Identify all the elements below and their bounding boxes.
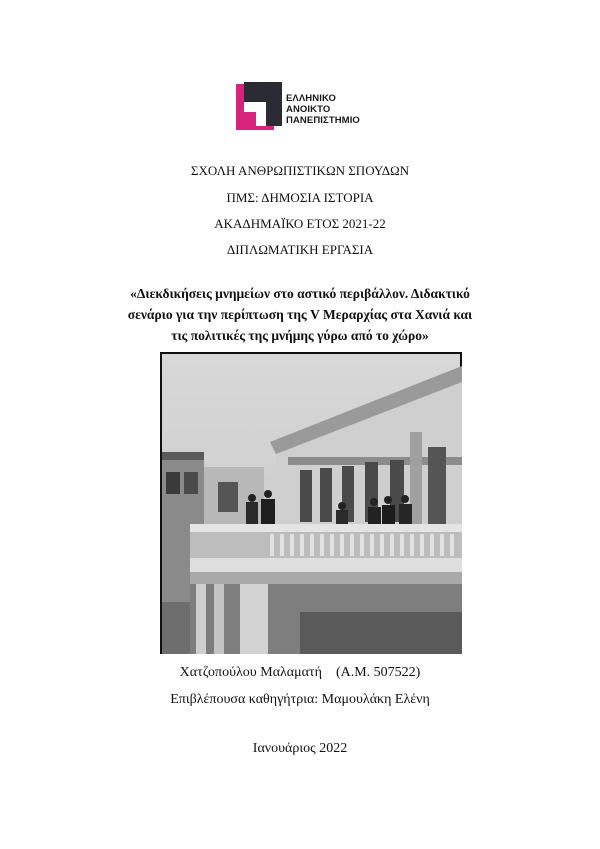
logo-line-3: ΠΑΝΕΠΙΣΤΗΜΙΟ bbox=[286, 115, 360, 126]
student-id: (Α.Μ. 507522) bbox=[335, 665, 421, 680]
thesis-title-line-1: «Διεκδικήσεις μνημείων στο αστικό περιβάλλον. Διδακτικό bbox=[130, 286, 470, 301]
academic-year: ΑΚΑΔΗΜΑΪΚΟ ΕΤΟΣ 2021-22 bbox=[214, 216, 386, 231]
university-logo bbox=[236, 82, 376, 134]
historic-balcony-photo bbox=[160, 352, 462, 654]
eap-logo-icon bbox=[236, 82, 282, 132]
logo-line-1: ΕΛΛΗΝΙΚΟ bbox=[286, 93, 336, 104]
author-name: Χατζοπούλου Μαλαματή bbox=[179, 665, 322, 680]
thesis-title-line-2: σενάριο για την περίπτωση της V Μεραρχίας στα Χανιά και bbox=[127, 307, 473, 322]
logo-line-2: ΑΝΟΙΚΤΟ bbox=[286, 104, 331, 115]
date: Ιανουάριος 2022 bbox=[252, 741, 348, 756]
author-line bbox=[0, 665, 600, 681]
logo-wordmark bbox=[286, 93, 360, 126]
thesis-title-line-3: τις πολιτικές της μνήμης γύρω από το χώρο» bbox=[171, 328, 429, 343]
program-name: ΠΜΣ: ΔΗΜΟΣΙΑ ΙΣΤΟΡΙΑ bbox=[226, 190, 374, 205]
school-name: ΣΧΟΛΗ ΑΝΘΡΩΠΙΣΤΙΚΩΝ ΣΠΟΥΔΩΝ bbox=[190, 163, 410, 178]
document-type: ΔΙΠΛΩΜΑΤΙΚΗ ΕΡΓΑΣΙΑ bbox=[226, 242, 374, 257]
supervisor: Επιβλέπουσα καθηγήτρια: Μαμουλάκη Ελένη bbox=[170, 692, 430, 707]
